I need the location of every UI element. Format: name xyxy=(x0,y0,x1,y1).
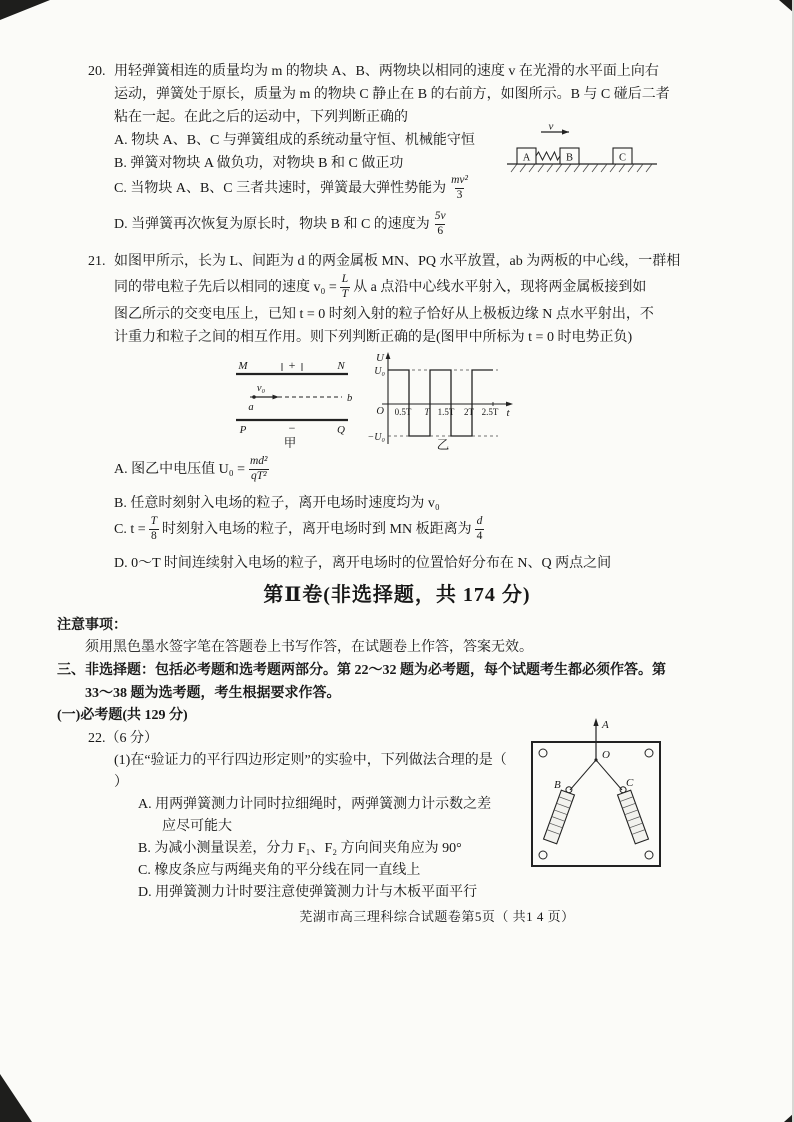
q20-option-b: B. 弹簧对物块 A 做负功，对物块 B 和 C 做正功 xyxy=(114,156,404,171)
fig-yi-tick-05T: 0.5T xyxy=(394,407,412,417)
q22-option-b: B. 为减小测量误差，分力 F₁、F₂ 方向间夹角应为 90° xyxy=(138,841,462,856)
q21-figure-jia-plates xyxy=(216,352,366,448)
q20-option-c-text: C. 当物块 A、B、C 三者共速时，弹簧最大弹性势能为 xyxy=(114,180,447,196)
fig22-label-A: A xyxy=(602,719,609,731)
string-right xyxy=(596,760,622,790)
square-wave xyxy=(388,370,493,436)
fig-jia-plus-sign: + xyxy=(288,358,296,372)
fig-jia-label-v0: v₀ xyxy=(256,383,266,394)
q21-option-b: B. 任意时刻射入电场的粒子，离开电场时速度均为 v₀ xyxy=(114,496,440,511)
part3-heading-line1: 三、非选择题：包括必考题和选考题两部分。第 22～32 题为必考题，每个试题考生都必须作答。第 xyxy=(57,663,666,678)
q21-option-c-text2: 时刻射入电场的粒子，离开电场时到 MN 板距离为 xyxy=(162,521,472,537)
q22-figure-apparatus xyxy=(526,714,666,872)
q20-option-d-text: D. 当弹簧再次恢复为原长时，物块 B 和 C 的速度为 xyxy=(114,216,430,232)
spring-scale-right xyxy=(615,785,648,844)
q21-option-d: D. 0～T 时间连续射入电场的粒子，离开电场时的位置恰好分布在 N、Q 两点之间 xyxy=(114,556,612,571)
q22-option-c: C. 橡皮条应与两绳夹角的平分线在同一直线上 xyxy=(138,863,421,878)
q21-option-a-fraction: $\frac{\text{md²}}{\text{qT²}}$ xyxy=(250,455,268,482)
fig-jia-minus-sign: − xyxy=(288,421,296,435)
board-pin xyxy=(539,851,547,859)
q21-stem-line3: 图乙所示的交变电压上，已知 t = 0 时刻入射的粒子恰好从上极板边缘 N 点水平射出，不 xyxy=(114,307,654,322)
q20-fig-label-A: A xyxy=(522,152,531,164)
fig-yi-label-U: U xyxy=(376,352,384,364)
fig-jia-label-P: P xyxy=(239,424,247,436)
q21-option-a-text: A. 图乙中电压值 U₀ = xyxy=(114,461,245,477)
scan-artifact-top-left xyxy=(0,0,50,20)
fig-jia-label-b: b xyxy=(347,393,353,404)
fig-yi-label-t: t xyxy=(506,407,510,419)
page-footer: 芜湖市高三理科综合试题卷第5页（ 共1 4 页） xyxy=(299,909,575,924)
q21-option-a xyxy=(114,452,273,486)
q22-option-a-line2: 应尽可能大 xyxy=(162,819,232,834)
fig-jia-label-a: a xyxy=(248,402,254,413)
fig-jia-label-Q: Q xyxy=(337,424,345,436)
q21-option-c-text1: C. t = xyxy=(114,521,146,537)
fig-jia-label-N: N xyxy=(337,360,345,372)
board-pin xyxy=(539,749,547,757)
section2-title: 第Ⅱ卷(非选择题，共 174 分) xyxy=(263,584,531,606)
q20-fig-label-C: C xyxy=(618,152,627,164)
q20-fig-label-v: v xyxy=(548,122,554,133)
q21-stem-line2 xyxy=(114,272,646,302)
q20-fig-label-B: B xyxy=(565,152,574,164)
required-questions-heading: (一)必考题(共 129 分) xyxy=(57,708,188,723)
fig22-label-C: C xyxy=(626,777,634,789)
q21-v0-fraction: $\frac{L}{T}$ xyxy=(341,273,349,300)
q21-option-c-fraction2: $\frac{d}{4}$ xyxy=(476,515,483,542)
scan-artifact-bottom-left xyxy=(0,1074,32,1122)
fig-yi-tick-2T: 2T xyxy=(464,407,474,417)
resultant-arrow-head xyxy=(593,718,598,726)
fig-yi-caption: 乙 xyxy=(436,438,450,450)
notice-heading: 注意事项： xyxy=(57,618,127,633)
fig-yi-tick-25T: 2.5T xyxy=(481,407,499,417)
v0-arrow-head xyxy=(273,395,280,400)
q22-option-a-line1: A. 用两弹簧测力计同时拉细绳时，两弹簧测力计示数之差 xyxy=(138,797,492,812)
q20-option-c-fraction: $\frac{\text{mv²}}{3}$ xyxy=(451,174,468,201)
q21-option-c xyxy=(114,512,487,546)
q20-stem-line3: 粘在一起。在此之后的运动中，下列判断正确的 xyxy=(114,110,408,125)
q21-stem-line1: 如图甲所示，长为 L、间距为 d 的两金属板 MN、PQ 水平放置，ab 为两板的中心线，一群相 xyxy=(114,254,681,269)
board-pin xyxy=(645,749,653,757)
q20-stem-line2: 运动，弹簧处于原长，质量为 m 的物块 C 静止在 B 的右前方，如图所示。B 与 C 碰后二者 xyxy=(114,87,670,102)
spring-scale-left xyxy=(544,785,577,844)
q20-option-c xyxy=(114,172,473,204)
fig-yi-tick-T: T xyxy=(424,407,430,417)
q21-stem-line4: 计重力和粒子之间的相互作用。则下列判断正确的是(图甲中所标为 t = 0 时电势正负) xyxy=(114,330,633,345)
q21-stem-line2-post: 从 a 点沿中心线水平射入，现将两金属板接到如 xyxy=(353,279,647,295)
ground-hatching xyxy=(511,164,652,172)
fig22-label-O: O xyxy=(602,749,610,761)
fig-yi-label-O: O xyxy=(376,406,384,417)
notice-body: 须用黑色墨水签字笔在答题卷上书写作答，在试题卷上作答，答案无效。 xyxy=(85,640,533,655)
fig-jia-label-M: M xyxy=(238,360,248,372)
q20-option-a: A. 物块 A、B、C 与弹簧组成的系统动量守恒、机械能守恒 xyxy=(114,133,475,148)
fig-yi-tick-15T: 1.5T xyxy=(437,407,455,417)
board-pin xyxy=(645,851,653,859)
part3-heading-line2: 33～38 题为选考题，考生根据要求作答。 xyxy=(85,686,341,701)
q20-option-d xyxy=(114,208,451,240)
fig-jia-caption: 甲 xyxy=(283,436,297,448)
q22-sub1-line2: ） xyxy=(114,775,128,790)
string-left xyxy=(570,760,596,790)
fig22-label-B: B xyxy=(554,779,561,791)
q22-number: 22.（6 分） xyxy=(88,731,158,746)
spring-coil xyxy=(536,152,560,160)
q20-option-d-fraction: $\frac{5v}{6}$ xyxy=(434,210,446,237)
fig-yi-label-U0: U₀ xyxy=(374,366,385,377)
velocity-arrow-head xyxy=(562,129,569,134)
q21-number: 21. xyxy=(88,254,106,269)
q21-option-c-fraction1: $\frac{T}{8}$ xyxy=(150,515,158,542)
q21-stem-line2-pre: 同的带电粒子先后以相同的速度 v₀ = xyxy=(114,279,337,295)
q20-stem-line1: 用轻弹簧相连的质量均为 m 的物块 A、B、两物块以相同的速度 v 在光滑的水平面上向右 xyxy=(114,64,659,79)
q22-sub1-line1: (1)在“验证力的平行四边形定则”的实验中，下列做法合理的是（ xyxy=(114,753,507,768)
fig-yi-label-negU0: −U₀ xyxy=(367,432,385,443)
q21-figure-yi-voltage-graph xyxy=(358,348,520,450)
q20-number: 20. xyxy=(88,64,106,79)
q20-figure-blocks-spring xyxy=(505,122,660,178)
q22-option-d: D. 用弹簧测力计时要注意使弹簧测力计与木板平面平行 xyxy=(138,885,478,900)
